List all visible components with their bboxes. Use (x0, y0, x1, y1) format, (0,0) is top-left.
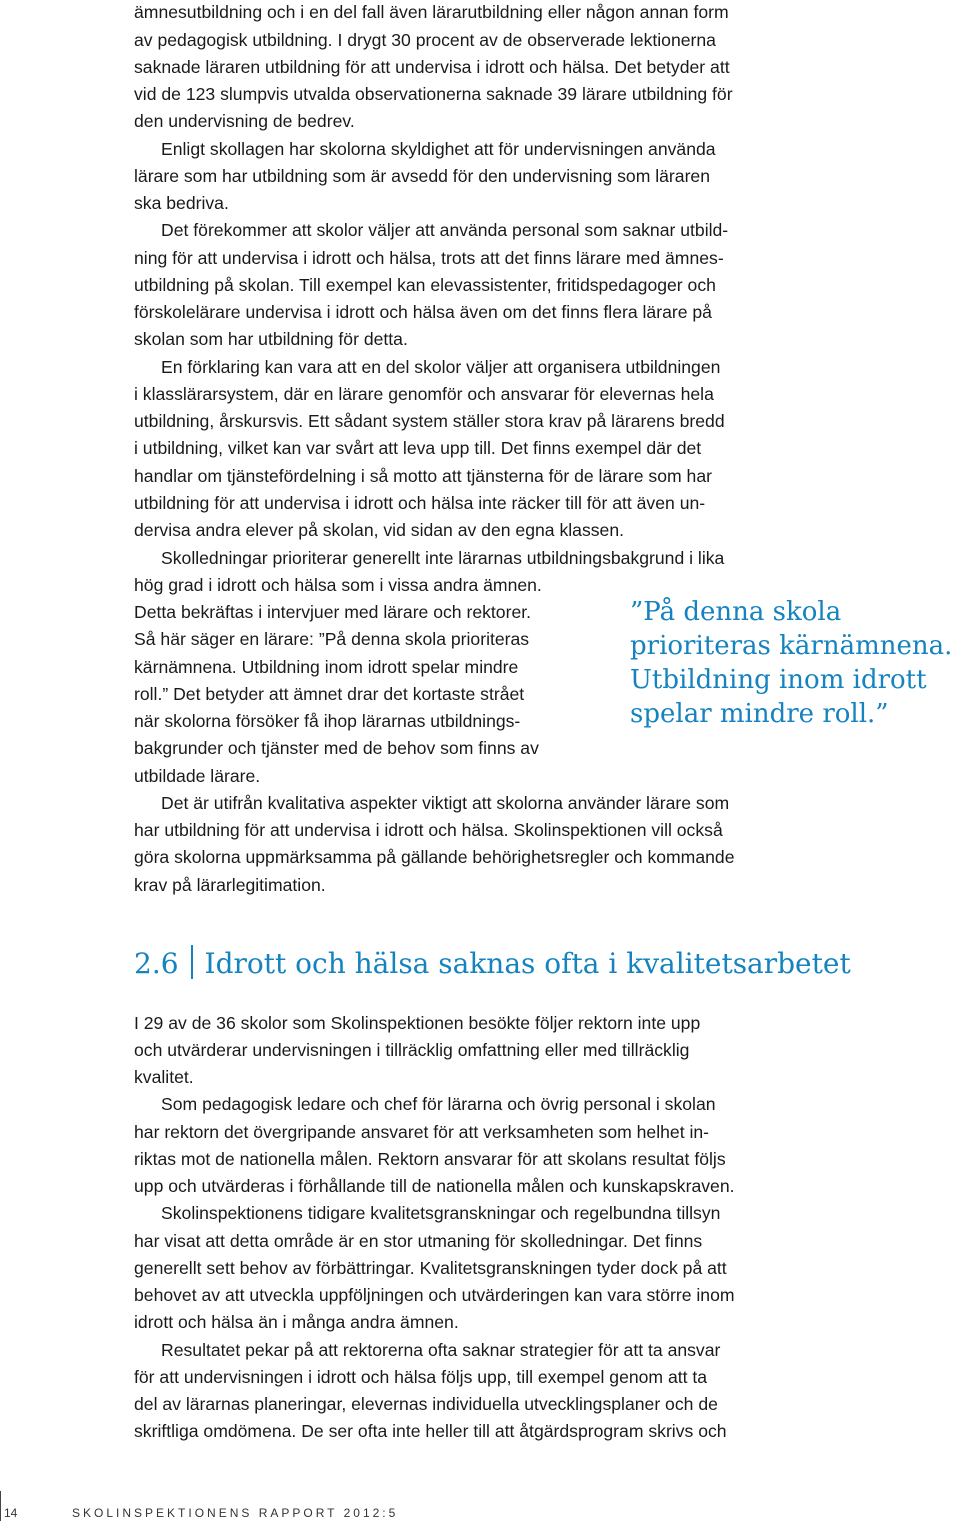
text-line: Det förekommer att skolor väljer att använda personal som saknar utbild- (161, 220, 729, 240)
pull-quote-line: prioriteras kärnämnena. (630, 631, 953, 661)
text-line: skolan som har utbildning för detta. (134, 329, 408, 349)
text-line: handlar om tjänstefördelning i så motto att tjänsterna för de lärare som har (134, 466, 712, 486)
text-line: upp och utvärderas i förhållande till de nationella målen och kunskapskraven. (134, 1176, 735, 1196)
text-line: vid de 123 slumpvis utvalda observationerna saknade 39 lärare utbildning för (134, 84, 733, 104)
text-line: Det är utifrån kvalitativa aspekter viktigt att skolorna använder lärare som (161, 793, 730, 813)
text-line: har utbildning för att undervisa i idrott och hälsa. Skolinspektionen vill också (134, 820, 723, 840)
text-line: kvalitet. (134, 1067, 194, 1087)
text-line: Detta bekräftas i intervjuer med lärare och rektorer. (134, 602, 532, 622)
text-line: i utbildning, vilket kan var svårt att leva upp till. Det finns exempel där det (134, 438, 702, 458)
text-line: Skolledningar prioriterar generellt inte lärarnas utbildningsbakgrund i lika (161, 548, 725, 568)
text-line: I 29 av de 36 skolor som Skolinspektionen besökte följer rektorn inte upp (134, 1013, 701, 1033)
text-line: när skolorna försöker få ihop lärarnas utbildnings- (134, 711, 521, 731)
text-line: har rektorn det övergripande ansvaret för att verksamheten som helhet in- (134, 1122, 710, 1142)
text-line: göra skolorna uppmärksamma på gällande behörighetsregler och kommande (134, 847, 735, 867)
text-line: saknade läraren utbildning för att undervisa i idrott och hälsa. Det betyder att (134, 57, 730, 77)
text-line: dervisa andra elever på skolan, vid sidan av den egna klassen. (134, 520, 624, 540)
text-line: Enligt skollagen har skolorna skyldighet att för undervisningen använda (161, 139, 716, 159)
text-line: ning för att undervisa i idrott och hälsa, trots att det finns lärare med ämnes- (134, 248, 724, 268)
text-line: riktas mot de nationella målen. Rektorn ansvarar för att skolans resultat följs (134, 1149, 726, 1169)
page-footer (0, 1505, 398, 1521)
text-line: utbildning på skolan. Till exempel kan elevassistenter, fritidspedagoger och (134, 275, 716, 295)
text-line: ämnesutbildning och i en del fall även lärarutbildning eller någon annan form (134, 2, 729, 22)
text-line: Som pedagogisk ledare och chef för lärarna och övrig personal i skolan (161, 1094, 716, 1114)
text-line: för att undervisningen i idrott och hälsa följs upp, till exempel genom att ta (134, 1367, 708, 1387)
text-line: generellt sett behov av förbättringar. Kvalitetsgranskningen tyder dock på att (134, 1258, 727, 1278)
pull-quote-line: ”På denna skola (630, 597, 842, 627)
text-line: roll.” Det betyder att ämnet drar det kortaste strået (134, 684, 525, 704)
text-line: skriftliga omdömena. De ser ofta inte heller till att åtgärdsprogram skrivs och (134, 1421, 727, 1441)
pull-quote-line: Utbildning inom idrott (630, 665, 927, 695)
text-line: utbildning, årskursvis. Ett sådant system ställer stora krav på lärarens bredd (134, 411, 725, 431)
section-title: Idrott och hälsa saknas ofta i kvalitetsarbetet (204, 947, 851, 980)
text-line: ska bedriva. (134, 193, 229, 213)
text-line: utbildade lärare. (134, 766, 261, 786)
text-line: den undervisning de bedrev. (134, 111, 355, 131)
text-line: idrott och hälsa än i många andra ämnen. (134, 1312, 459, 1332)
text-line: av pedagogisk utbildning. I drygt 30 procent av de observerade lektionerna (134, 30, 716, 50)
text-line: Skolinspektionens tidigare kvalitetsgranskningar och regelbundna tillsyn (161, 1203, 721, 1223)
pull-quote (630, 595, 960, 731)
text-line: och utvärderar undervisningen i tillräcklig omfattning eller med tillräcklig (134, 1040, 690, 1060)
text-line: krav på lärarlegitimation. (134, 875, 326, 895)
text-line: En förklaring kan vara att en del skolor väljer att organisera utbildningen (161, 357, 721, 377)
text-line: utbildning för att undervisa i idrott och hälsa inte räcker till för att även un- (134, 493, 706, 513)
text-line: lärare som har utbildning som är avsedd för den undervisning som läraren (134, 166, 711, 186)
text-line: Så här säger en lärare: ”På denna skola prioriteras (134, 629, 530, 649)
section-heading (134, 942, 851, 986)
text-line: del av lärarnas planeringar, elevernas individuella utvecklingsplaner och de (134, 1394, 718, 1414)
text-line: behovet av att utveckla uppföljningen och utvärderingen kan vara större inom (134, 1285, 735, 1305)
text-line: Resultatet pekar på att rektorerna ofta saknar strategier för att ta ansvar (161, 1340, 721, 1360)
section-number: 2.6 (134, 947, 179, 980)
text-line: förskolelärare undervisa i idrott och hälsa även om det finns flera lärare på (134, 302, 712, 322)
text-line: har visat att detta område är en stor utmaning för skolledningar. Det finns (134, 1231, 703, 1251)
text-line: kärnämnena. Utbildning inom idrott spelar mindre (134, 657, 519, 677)
text-line: hög grad i idrott och hälsa som i vissa andra ämnen. (134, 575, 542, 595)
publication-title: SKOLINSPEKTIONENS RAPPORT 2012:5 (72, 1506, 399, 1520)
text-line: i klasslärarsystem, där en lärare genomför och ansvarar för elevernas hela (134, 384, 714, 404)
text-line: bakgrunder och tjänster med de behov som finns av (134, 738, 539, 758)
page-number: 14 (4, 1506, 18, 1520)
heading-divider (191, 945, 193, 979)
pull-quote-line: spelar mindre roll.” (630, 699, 889, 729)
